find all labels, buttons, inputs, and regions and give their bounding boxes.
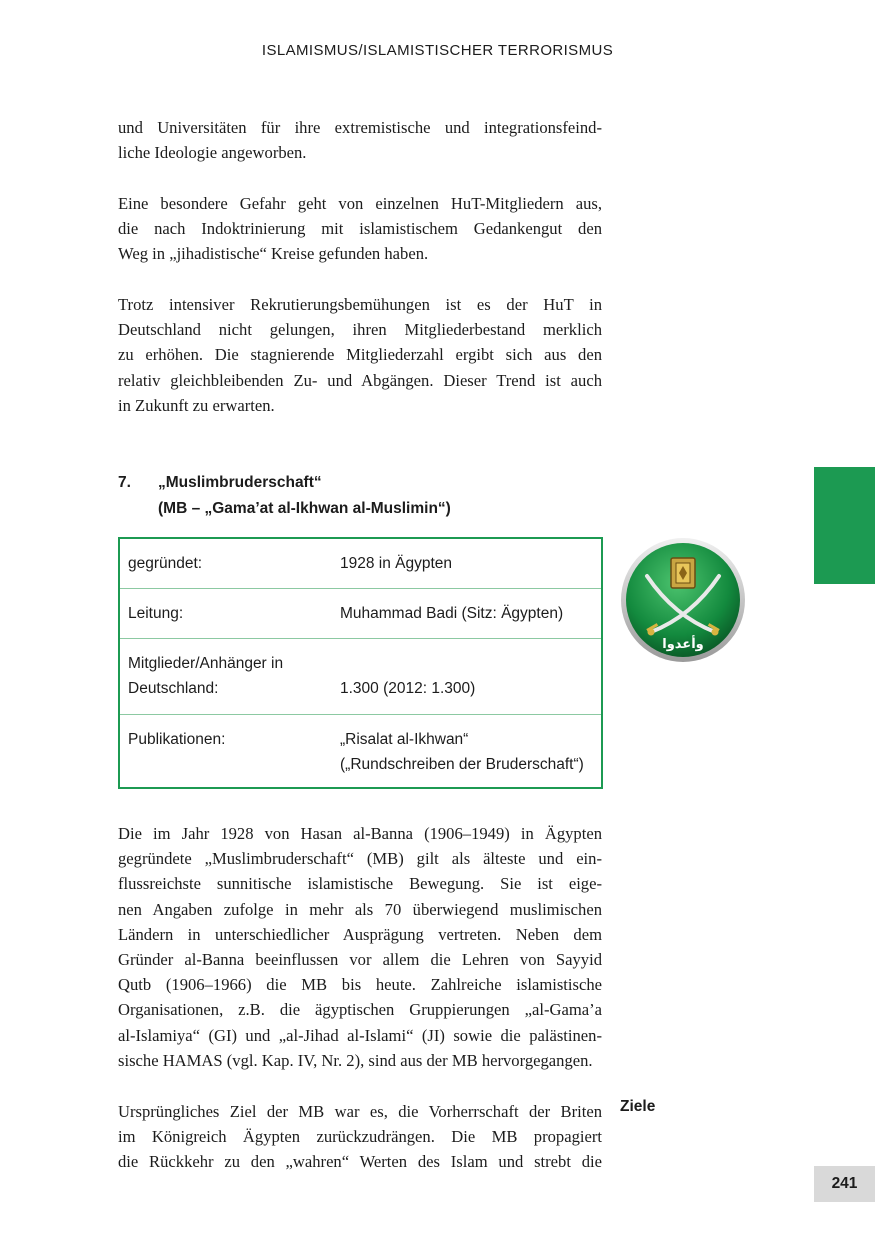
info-value: 1.300 (2012: 1.300): [340, 680, 476, 697]
info-value: Muhammad Badi (Sitz: Ägypten): [340, 605, 564, 622]
text-line: al-Islamiya“ (GI) und „al-Jihad al-Islami“ (JI) sowie die palästinen-: [118, 1025, 602, 1045]
text-line: Ursprüngliches Ziel der MB war es, die Vorherrschaft der Briten: [118, 1102, 602, 1121]
info-label: Publikationen:: [128, 731, 226, 748]
info-row-leadership: [120, 589, 601, 639]
paragraph-3: [118, 292, 602, 418]
info-row-founded: [120, 539, 601, 589]
text-line: im Königreich Ägypten zurückzudrängen. Die MB propagiert: [118, 1127, 602, 1147]
text-line: gegründete „Muslimbruderschaft“ (MB) gilt als älteste und ein-: [118, 849, 602, 869]
info-label: gegründet:: [128, 555, 203, 572]
paragraph-5: [118, 1099, 602, 1175]
info-box: [118, 537, 603, 789]
paragraph-1: [118, 115, 602, 165]
paragraph-4: [118, 821, 602, 1073]
text-line: Organisationen, z.B. die ägyptischen Gruppierungen „al-Gama’a: [118, 1000, 602, 1020]
text-line: in Zukunft zu erwarten.: [118, 395, 275, 415]
text-line: Weg in „jihadistische“ Kreise gefunden haben.: [118, 244, 429, 264]
text-line: Deutschland nicht gelungen, ihren Mitgliederbestand merklich: [118, 320, 602, 340]
text-line: die Rückkehr zu den „wahren“ Werten des Islam und strebt die: [118, 1152, 602, 1172]
paragraph-2: [118, 191, 602, 267]
text-line: zu erhöhen. Die stagnierende Mitgliederzahl ergibt sich aus den: [118, 345, 602, 365]
info-value: 1928 in Ägypten: [340, 555, 453, 572]
info-row-publications: [120, 715, 601, 787]
info-value: „Risalat al-Ikhwan“: [340, 731, 469, 748]
text-line: Qutb (1906–1966) die MB bis heute. Zahlreiche islamistische: [118, 975, 602, 995]
text-line: relativ gleichbleibenden Zu- und Abgängen. Dieser Trend ist auch: [118, 370, 602, 390]
text-line: nen Angaben zufolge in mehr als 70 überwiegend muslimischen: [118, 899, 602, 919]
section-subtitle: (MB – „Gama’at al-Ikhwan al-Muslimin“): [158, 500, 451, 517]
text-line: Gründer al-Banna beeinflussen vor allem die Lehren von Sayyid: [118, 950, 602, 970]
muslim-brotherhood-emblem-icon: [619, 536, 747, 664]
text-line: die nach Indoktrinierung mit islamistischem Gedankengut den: [118, 219, 602, 239]
info-label: Leitung:: [128, 605, 184, 622]
text-line: Ländern in unterschiedlicher Ausprägung vertreten. Neben dem: [118, 924, 602, 944]
text-line: Die im Jahr 1928 von Hasan al-Banna (1906–1949) in Ägypten: [118, 824, 602, 843]
text-line: Trotz intensiver Rekrutierungsbemühungen ist es der HuT in: [118, 295, 602, 314]
emblem-inscription: وأعدوا: [662, 637, 704, 652]
text-line: flussreichste sunnitische islamistische Bewegung. Sie ist eige-: [118, 874, 602, 894]
chapter-tab: [814, 467, 875, 584]
info-row-members: [120, 639, 601, 715]
info-label: Deutschland:: [128, 680, 219, 697]
section-title: „Muslimbruderschaft“: [158, 474, 322, 491]
text-line: und Universitäten für ihre extremistische und integrationsfeind-: [118, 118, 602, 137]
margin-note: Ziele: [620, 1098, 656, 1115]
running-header: ISLAMISMUS/ISLAMISTISCHER TERRORISMUS: [261, 42, 614, 59]
section-number: 7.: [118, 474, 131, 491]
info-label: Mitglieder/Anhänger in: [128, 655, 284, 672]
text-line: sische HAMAS (vgl. Kap. IV, Nr. 2), sind aus der MB hervorgegangen.: [118, 1050, 593, 1070]
page-number: 241: [814, 1166, 875, 1202]
text-line: liche Ideologie angeworben.: [118, 143, 307, 163]
info-value: („Rundschreiben der Bruderschaft“): [340, 756, 584, 773]
text-line: Eine besondere Gefahr geht von einzelnen HuT-Mitgliedern aus,: [118, 194, 602, 213]
